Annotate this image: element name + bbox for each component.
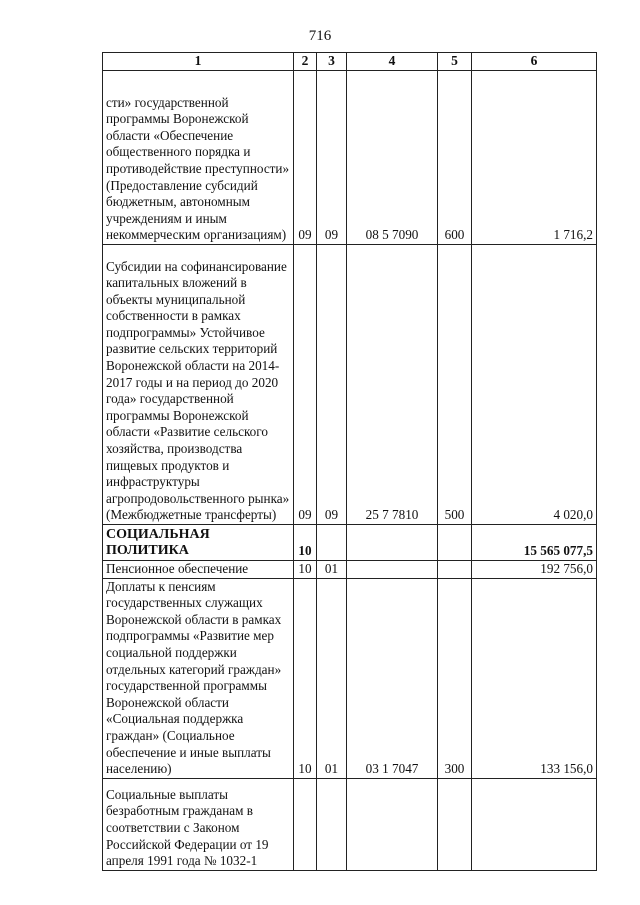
header-col-1: 1 <box>103 53 294 71</box>
row-target-article <box>347 525 438 561</box>
row-name: сти» государственной программы Воронежской области «Обеспечение общественного порядка и противодействие преступности» (Предоставление субсидий бюджетным, автономным учреждениям и иным некоммерческим организациям) <box>103 71 294 245</box>
table-row <box>103 578 597 778</box>
row-target-article <box>347 778 438 870</box>
row-podrazdel: 09 <box>317 245 347 525</box>
row-sum <box>472 778 597 870</box>
row-razdel: 10 <box>294 561 317 579</box>
row-target-article <box>347 561 438 579</box>
table-row <box>103 525 597 561</box>
row-expense-type: 500 <box>438 245 472 525</box>
table-row <box>103 561 597 579</box>
table-row <box>103 71 597 245</box>
row-podrazdel: 01 <box>317 561 347 579</box>
row-sum: 133 156,0 <box>472 578 597 778</box>
row-expense-type <box>438 561 472 579</box>
row-name: Социальные выплаты безработным гражданам в соответствии с Законом Российской Федерации от 19 апреля 1991 года № 1032-1 <box>103 778 294 870</box>
row-sum: 192 756,0 <box>472 561 597 579</box>
row-name: Субсидии на софинансирование капитальных вложений в объекты муниципальной собственности в рамках подпрограммы» Устойчивое развитие сельских территорий Воронежской области на 2014-2017 годы и на период до 2020 года» государственной программы Воронежской области «Развитие сельского хозяйства, производства пищевых продуктов и инфраструктуры агропродовольственного рынка» (Межбюджетные трансферты) <box>103 245 294 525</box>
header-col-4: 4 <box>347 53 438 71</box>
header-col-2: 2 <box>294 53 317 71</box>
row-name: СОЦИАЛЬНАЯ ПОЛИТИКА <box>103 525 294 561</box>
row-razdel: 10 <box>294 525 317 561</box>
row-target-article: 03 1 7047 <box>347 578 438 778</box>
row-expense-type <box>438 525 472 561</box>
page-number: 716 <box>308 28 332 44</box>
row-razdel: 10 <box>294 578 317 778</box>
budget-table <box>102 52 597 871</box>
row-expense-type: 600 <box>438 71 472 245</box>
row-podrazdel <box>317 525 347 561</box>
header-col-6: 6 <box>472 53 597 71</box>
row-razdel <box>294 778 317 870</box>
header-col-5: 5 <box>438 53 472 71</box>
row-name: Пенсионное обеспечение <box>103 561 294 579</box>
table-row <box>103 778 597 870</box>
row-name: Доплаты к пенсиям государственных служащих Воронежской области в рамках подпрограммы «Развитие мер социальной поддержки отдельных категорий граждан» государственной программы Воронежской области «Социальная поддержка граждан» (Социальное обеспечение и иные выплаты населению) <box>103 578 294 778</box>
row-expense-type <box>438 778 472 870</box>
row-sum: 1 716,2 <box>472 71 597 245</box>
table-header-row <box>103 53 597 71</box>
row-sum: 15 565 077,5 <box>472 525 597 561</box>
row-podrazdel <box>317 778 347 870</box>
table-row <box>103 245 597 525</box>
row-target-article: 08 5 7090 <box>347 71 438 245</box>
row-podrazdel: 01 <box>317 578 347 778</box>
header-col-3: 3 <box>317 53 347 71</box>
row-target-article: 25 7 7810 <box>347 245 438 525</box>
row-razdel: 09 <box>294 245 317 525</box>
row-sum: 4 020,0 <box>472 245 597 525</box>
row-razdel: 09 <box>294 71 317 245</box>
row-expense-type: 300 <box>438 578 472 778</box>
row-podrazdel: 09 <box>317 71 347 245</box>
